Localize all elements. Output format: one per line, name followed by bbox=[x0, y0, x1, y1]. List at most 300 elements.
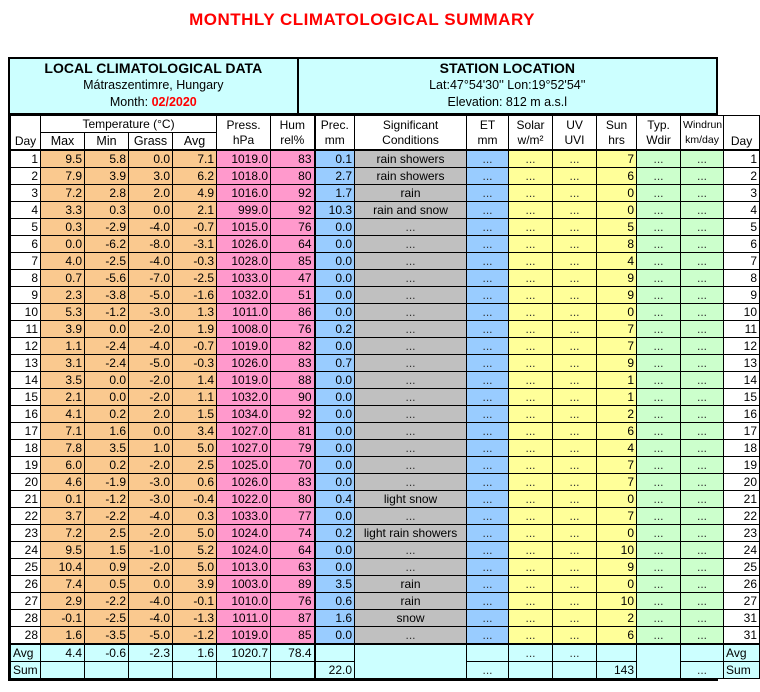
cell-temp-min: -1.2 bbox=[85, 491, 129, 508]
cell-temp-min: 0.0 bbox=[85, 372, 129, 389]
station-location-heading: STATION LOCATION bbox=[439, 60, 575, 76]
cell-solar: ... bbox=[509, 150, 553, 168]
cell-windrun: ... bbox=[681, 525, 724, 542]
cell-avg-grass: -2.3 bbox=[129, 644, 173, 662]
cell-windrun: ... bbox=[681, 542, 724, 559]
cell-day-left: 8 bbox=[11, 270, 41, 287]
cell-temp-max: 2.9 bbox=[41, 593, 85, 610]
cell-sun-hours: 0 bbox=[597, 491, 637, 508]
cell-temp-avg: 5.0 bbox=[173, 559, 217, 576]
et-unit: mm bbox=[477, 132, 498, 147]
cell-solar: ... bbox=[509, 406, 553, 423]
cell-temp-max: 0.1 bbox=[41, 491, 85, 508]
cell-uv: ... bbox=[553, 389, 597, 406]
et-label: ET bbox=[479, 117, 496, 132]
cell-temp-grass: -5.0 bbox=[129, 627, 173, 645]
cell-avg-windrun-crossed bbox=[681, 644, 724, 662]
cell-day-left: 11 bbox=[11, 321, 41, 338]
cell-conditions: rain bbox=[355, 593, 467, 610]
cell-temp-avg: 1.4 bbox=[173, 372, 217, 389]
cell-sun-hours: 0 bbox=[597, 304, 637, 321]
col-header-et bbox=[467, 116, 509, 151]
cell-pressure: 1028.0 bbox=[217, 253, 271, 270]
cell-precipitation: 0.6 bbox=[315, 593, 355, 610]
precipitation-unit: mm bbox=[324, 132, 345, 147]
cell-uv: ... bbox=[553, 627, 597, 645]
cell-conditions: rain bbox=[355, 576, 467, 593]
cell-pressure: 1019.0 bbox=[217, 372, 271, 389]
cell-humidity: 92 bbox=[271, 406, 315, 423]
cell-wind-direction: ... bbox=[637, 287, 681, 304]
cell-windrun: ... bbox=[681, 576, 724, 593]
cell-humidity: 90 bbox=[271, 389, 315, 406]
cell-humidity: 86 bbox=[271, 304, 315, 321]
day-row bbox=[11, 542, 760, 559]
cell-pressure: 1026.0 bbox=[217, 355, 271, 372]
cell-temp-avg: 3.9 bbox=[173, 576, 217, 593]
cell-uv: ... bbox=[553, 474, 597, 491]
cell-uv: ... bbox=[553, 491, 597, 508]
cell-pressure: 1026.0 bbox=[217, 236, 271, 253]
cell-temp-max: -0.1 bbox=[41, 610, 85, 627]
cell-temp-grass: -3.0 bbox=[129, 491, 173, 508]
cell-temp-min: 3.5 bbox=[85, 440, 129, 457]
cell-temp-max: 5.3 bbox=[41, 304, 85, 321]
cell-temp-avg: -0.4 bbox=[173, 491, 217, 508]
cell-et: ... bbox=[467, 525, 509, 542]
cell-conditions: ... bbox=[355, 270, 467, 287]
cell-et: ... bbox=[467, 440, 509, 457]
cell-sun-hours: 4 bbox=[597, 440, 637, 457]
cell-avg-sun-crossed bbox=[597, 644, 637, 662]
cell-day-left: 15 bbox=[11, 389, 41, 406]
cell-temp-max: 1.6 bbox=[41, 627, 85, 645]
cell-et: ... bbox=[467, 389, 509, 406]
cell-sum-max-crossed bbox=[41, 662, 85, 679]
cell-conditions: ... bbox=[355, 321, 467, 338]
cell-temp-min: 0.0 bbox=[85, 321, 129, 338]
day-row bbox=[11, 491, 760, 508]
day-row bbox=[11, 150, 760, 168]
cell-windrun: ... bbox=[681, 338, 724, 355]
page-title: MONTHLY CLIMATOLOGICAL SUMMARY bbox=[189, 10, 535, 29]
col-header-precipitation bbox=[315, 116, 355, 151]
cell-uv: ... bbox=[553, 287, 597, 304]
day-row bbox=[11, 219, 760, 236]
cell-conditions: ... bbox=[355, 372, 467, 389]
cell-temp-avg: 0.6 bbox=[173, 474, 217, 491]
cell-precipitation: 0.0 bbox=[315, 457, 355, 474]
cell-conditions: ... bbox=[355, 559, 467, 576]
cell-day-left: 25 bbox=[11, 559, 41, 576]
station-location-name: Mátraszentimre, Hungary bbox=[83, 78, 224, 92]
sun-unit: hrs bbox=[608, 132, 625, 147]
cell-wind-direction: ... bbox=[637, 389, 681, 406]
cell-solar: ... bbox=[509, 610, 553, 627]
cell-day-left: 19 bbox=[11, 457, 41, 474]
cell-solar: ... bbox=[509, 559, 553, 576]
cell-conditions: ... bbox=[355, 406, 467, 423]
cell-et: ... bbox=[467, 168, 509, 185]
day-row bbox=[11, 627, 760, 645]
cell-solar: ... bbox=[509, 525, 553, 542]
cell-precipitation: 0.0 bbox=[315, 389, 355, 406]
col-header-temp-avg: Avg bbox=[173, 133, 217, 151]
col-header-day-right: Day bbox=[724, 116, 760, 151]
cell-conditions-summary-crossed bbox=[355, 644, 467, 679]
cell-conditions: ... bbox=[355, 287, 467, 304]
cell-solar: ... bbox=[509, 627, 553, 645]
cell-humidity: 87 bbox=[271, 610, 315, 627]
cell-day-right: 7 bbox=[724, 253, 760, 270]
cell-temp-avg: 2.5 bbox=[173, 457, 217, 474]
cell-pressure: 1034.0 bbox=[217, 406, 271, 423]
cell-uv: ... bbox=[553, 321, 597, 338]
cell-temp-avg: 5.2 bbox=[173, 542, 217, 559]
cell-humidity: 70 bbox=[271, 457, 315, 474]
cell-uv: ... bbox=[553, 270, 597, 287]
day-row bbox=[11, 202, 760, 219]
cell-temp-max: 3.7 bbox=[41, 508, 85, 525]
sun-label: Sun bbox=[605, 117, 628, 132]
cell-temp-avg: 4.9 bbox=[173, 185, 217, 202]
day-row bbox=[11, 270, 760, 287]
cell-sum-label: Sum bbox=[11, 662, 41, 679]
cell-wind-direction: ... bbox=[637, 202, 681, 219]
cell-pressure: 1019.0 bbox=[217, 338, 271, 355]
cell-et: ... bbox=[467, 610, 509, 627]
cell-wind-direction: ... bbox=[637, 150, 681, 168]
cell-conditions: ... bbox=[355, 542, 467, 559]
cell-humidity: 77 bbox=[271, 508, 315, 525]
cell-temp-min: 1.6 bbox=[85, 423, 129, 440]
cell-conditions: rain and snow bbox=[355, 202, 467, 219]
cell-et: ... bbox=[467, 304, 509, 321]
cell-pressure: 999.0 bbox=[217, 202, 271, 219]
cell-day-right: 24 bbox=[724, 542, 760, 559]
cell-avg-pressure: 1020.7 bbox=[217, 644, 271, 662]
cell-day-right: 13 bbox=[724, 355, 760, 372]
cell-et: ... bbox=[467, 338, 509, 355]
cell-precipitation: 0.2 bbox=[315, 321, 355, 338]
header-row-1 bbox=[11, 116, 760, 133]
cell-pressure: 1026.0 bbox=[217, 474, 271, 491]
cell-pressure: 1011.0 bbox=[217, 610, 271, 627]
day-row bbox=[11, 593, 760, 610]
cell-uv: ... bbox=[553, 304, 597, 321]
cell-humidity: 76 bbox=[271, 321, 315, 338]
precipitation-label: Prec. bbox=[320, 117, 349, 132]
cell-wind-direction: ... bbox=[637, 185, 681, 202]
col-header-temp-max: Max bbox=[41, 133, 85, 151]
cell-uv: ... bbox=[553, 168, 597, 185]
cell-temp-min: 5.8 bbox=[85, 150, 129, 168]
cell-pressure: 1027.0 bbox=[217, 440, 271, 457]
cell-solar: ... bbox=[509, 202, 553, 219]
cell-solar: ... bbox=[509, 389, 553, 406]
cell-temp-min: -6.2 bbox=[85, 236, 129, 253]
col-header-temp-grass: Grass bbox=[129, 133, 173, 151]
cell-day-left: 18 bbox=[11, 440, 41, 457]
humidity-unit: rel% bbox=[280, 132, 305, 147]
cell-temp-grass: -3.0 bbox=[129, 474, 173, 491]
col-header-uv bbox=[553, 116, 597, 151]
cell-wind-direction: ... bbox=[637, 542, 681, 559]
cell-day-right: 14 bbox=[724, 372, 760, 389]
cell-conditions: rain showers bbox=[355, 168, 467, 185]
cell-uv: ... bbox=[553, 338, 597, 355]
cell-day-right: 18 bbox=[724, 440, 760, 457]
cell-day-left: 14 bbox=[11, 372, 41, 389]
cell-temp-avg: -0.3 bbox=[173, 355, 217, 372]
cell-windrun: ... bbox=[681, 559, 724, 576]
cell-conditions: ... bbox=[355, 423, 467, 440]
cell-uv: ... bbox=[553, 372, 597, 389]
cell-humidity: 47 bbox=[271, 270, 315, 287]
uv-unit: UVI bbox=[564, 132, 585, 147]
cell-et: ... bbox=[467, 150, 509, 168]
cell-et: ... bbox=[467, 406, 509, 423]
cell-windrun: ... bbox=[681, 150, 724, 168]
cell-sum-label-right: Sum bbox=[724, 662, 760, 679]
cell-temp-min: 0.2 bbox=[85, 457, 129, 474]
cell-day-right: 10 bbox=[724, 304, 760, 321]
cell-temp-max: 2.1 bbox=[41, 389, 85, 406]
cell-windrun: ... bbox=[681, 508, 724, 525]
cell-temp-min: 0.9 bbox=[85, 559, 129, 576]
cell-wind-direction: ... bbox=[637, 304, 681, 321]
humidity-label: Hum bbox=[279, 117, 305, 132]
cell-windrun: ... bbox=[681, 491, 724, 508]
cell-sun-hours: 7 bbox=[597, 150, 637, 168]
cell-uv: ... bbox=[553, 457, 597, 474]
cell-humidity: 89 bbox=[271, 576, 315, 593]
cell-solar: ... bbox=[509, 253, 553, 270]
cell-windrun: ... bbox=[681, 457, 724, 474]
cell-precipitation: 0.2 bbox=[315, 525, 355, 542]
cell-humidity: 85 bbox=[271, 627, 315, 645]
cell-temp-grass: -1.0 bbox=[129, 542, 173, 559]
cell-day-left: 6 bbox=[11, 236, 41, 253]
cell-sum-avg-crossed bbox=[173, 662, 217, 679]
cell-temp-max: 0.3 bbox=[41, 219, 85, 236]
cell-avg-max: 4.4 bbox=[41, 644, 85, 662]
cell-precipitation: 0.0 bbox=[315, 508, 355, 525]
cell-temp-max: 4.6 bbox=[41, 474, 85, 491]
cell-wdir-summary-crossed bbox=[637, 644, 681, 679]
day-row bbox=[11, 525, 760, 542]
cell-pressure: 1019.0 bbox=[217, 627, 271, 645]
cell-precipitation: 0.0 bbox=[315, 627, 355, 645]
cell-et: ... bbox=[467, 423, 509, 440]
cell-precipitation: 0.0 bbox=[315, 304, 355, 321]
cell-windrun: ... bbox=[681, 423, 724, 440]
cell-sun-hours: 9 bbox=[597, 287, 637, 304]
cell-precipitation: 1.7 bbox=[315, 185, 355, 202]
cell-et: ... bbox=[467, 491, 509, 508]
cell-humidity: 76 bbox=[271, 593, 315, 610]
cell-temp-min: -2.4 bbox=[85, 355, 129, 372]
cell-pressure: 1027.0 bbox=[217, 423, 271, 440]
cell-conditions: ... bbox=[355, 457, 467, 474]
cell-conditions: snow bbox=[355, 610, 467, 627]
cell-wind-direction: ... bbox=[637, 270, 681, 287]
cell-solar: ... bbox=[509, 457, 553, 474]
cell-sun-hours: 6 bbox=[597, 423, 637, 440]
local-data-heading: LOCAL CLIMATOLOGICAL DATA bbox=[44, 60, 263, 76]
cell-wind-direction: ... bbox=[637, 355, 681, 372]
cell-day-right: 12 bbox=[724, 338, 760, 355]
cell-temp-min: -2.5 bbox=[85, 253, 129, 270]
cell-temp-grass: -7.0 bbox=[129, 270, 173, 287]
cell-precipitation: 2.7 bbox=[315, 168, 355, 185]
cell-humidity: 83 bbox=[271, 474, 315, 491]
cell-humidity: 76 bbox=[271, 219, 315, 236]
cell-precipitation: 0.0 bbox=[315, 338, 355, 355]
cell-day-right: 15 bbox=[724, 389, 760, 406]
cell-temp-max: 4.1 bbox=[41, 406, 85, 423]
cell-day-right: 20 bbox=[724, 474, 760, 491]
cell-sun-hours: 7 bbox=[597, 321, 637, 338]
cell-sun-hours: 8 bbox=[597, 236, 637, 253]
solar-unit: w/m² bbox=[517, 132, 544, 147]
cell-pressure: 1032.0 bbox=[217, 389, 271, 406]
cell-temp-avg: 1.9 bbox=[173, 321, 217, 338]
cell-day-right: 19 bbox=[724, 457, 760, 474]
cell-temp-min: 1.5 bbox=[85, 542, 129, 559]
cell-humidity: 82 bbox=[271, 338, 315, 355]
cell-sun-hours: 1 bbox=[597, 372, 637, 389]
cell-uv: ... bbox=[553, 150, 597, 168]
cell-precipitation: 0.0 bbox=[315, 542, 355, 559]
day-row bbox=[11, 474, 760, 491]
cell-day-right: 31 bbox=[724, 610, 760, 627]
cell-pressure: 1019.0 bbox=[217, 150, 271, 168]
cell-temp-max: 0.0 bbox=[41, 236, 85, 253]
cell-sum-pressure-crossed bbox=[217, 662, 271, 679]
cell-humidity: 79 bbox=[271, 440, 315, 457]
cell-conditions: ... bbox=[355, 474, 467, 491]
station-coordinates: Lat:47°54'30'' Lon:19°52'54'' bbox=[429, 78, 586, 92]
cell-humidity: 64 bbox=[271, 236, 315, 253]
cell-uv: ... bbox=[553, 236, 597, 253]
cell-temp-max: 4.0 bbox=[41, 253, 85, 270]
cell-et: ... bbox=[467, 559, 509, 576]
cell-uv: ... bbox=[553, 440, 597, 457]
cell-uv: ... bbox=[553, 559, 597, 576]
day-row bbox=[11, 457, 760, 474]
day-row bbox=[11, 355, 760, 372]
cell-wind-direction: ... bbox=[637, 168, 681, 185]
cell-windrun: ... bbox=[681, 287, 724, 304]
cell-precipitation: 3.5 bbox=[315, 576, 355, 593]
col-header-wind-direction bbox=[637, 116, 681, 151]
cell-sum-sun-hours: 143 bbox=[597, 662, 637, 679]
cell-avg-et-crossed bbox=[467, 644, 509, 662]
cell-day-right: 21 bbox=[724, 491, 760, 508]
station-location-panel bbox=[297, 59, 716, 113]
average-row bbox=[11, 644, 760, 662]
cell-sun-hours: 5 bbox=[597, 219, 637, 236]
cell-day-right: 31 bbox=[724, 627, 760, 645]
cell-day-left: 3 bbox=[11, 185, 41, 202]
cell-conditions: ... bbox=[355, 508, 467, 525]
cell-temp-min: -2.2 bbox=[85, 508, 129, 525]
cell-temp-max: 2.3 bbox=[41, 287, 85, 304]
cell-humidity: 83 bbox=[271, 150, 315, 168]
wdir-label: Typ. bbox=[647, 117, 670, 132]
cell-day-right: 26 bbox=[724, 576, 760, 593]
day-row bbox=[11, 236, 760, 253]
cell-solar: ... bbox=[509, 168, 553, 185]
cell-humidity: 80 bbox=[271, 168, 315, 185]
cell-avg-label: Avg bbox=[11, 644, 41, 662]
cell-uv: ... bbox=[553, 576, 597, 593]
cell-avg-uv: ... bbox=[553, 644, 597, 662]
cell-day-left: 24 bbox=[11, 542, 41, 559]
cell-pressure: 1032.0 bbox=[217, 287, 271, 304]
cell-temp-grass: -2.0 bbox=[129, 372, 173, 389]
cell-temp-avg: -3.1 bbox=[173, 236, 217, 253]
cell-windrun: ... bbox=[681, 593, 724, 610]
cell-temp-grass: 0.0 bbox=[129, 150, 173, 168]
cell-sun-hours: 0 bbox=[597, 576, 637, 593]
station-elevation: Elevation: 812 m a.s.l bbox=[447, 95, 568, 109]
cell-precipitation: 0.0 bbox=[315, 406, 355, 423]
col-header-temperature-group: Temperature (°C) bbox=[41, 116, 217, 133]
cell-day-right: 5 bbox=[724, 219, 760, 236]
day-row bbox=[11, 253, 760, 270]
cell-pressure: 1033.0 bbox=[217, 270, 271, 287]
cell-temp-avg: 3.4 bbox=[173, 423, 217, 440]
cell-temp-avg: 7.1 bbox=[173, 150, 217, 168]
cell-uv: ... bbox=[553, 508, 597, 525]
day-row bbox=[11, 389, 760, 406]
cell-humidity: 92 bbox=[271, 202, 315, 219]
cell-humidity: 83 bbox=[271, 355, 315, 372]
cell-temp-max: 7.9 bbox=[41, 168, 85, 185]
cell-wind-direction: ... bbox=[637, 593, 681, 610]
day-row bbox=[11, 287, 760, 304]
cell-windrun: ... bbox=[681, 321, 724, 338]
cell-avg-solar: ... bbox=[509, 644, 553, 662]
cell-day-left: 7 bbox=[11, 253, 41, 270]
cell-solar: ... bbox=[509, 338, 553, 355]
cell-temp-grass: -5.0 bbox=[129, 287, 173, 304]
cell-precipitation: 0.0 bbox=[315, 440, 355, 457]
cell-wind-direction: ... bbox=[637, 406, 681, 423]
cell-temp-min: 0.3 bbox=[85, 202, 129, 219]
cell-solar: ... bbox=[509, 304, 553, 321]
cell-solar: ... bbox=[509, 321, 553, 338]
cell-conditions: ... bbox=[355, 304, 467, 321]
cell-et: ... bbox=[467, 253, 509, 270]
cell-temp-avg: -0.3 bbox=[173, 253, 217, 270]
cell-wind-direction: ... bbox=[637, 508, 681, 525]
cell-uv: ... bbox=[553, 185, 597, 202]
cell-uv: ... bbox=[553, 525, 597, 542]
cell-solar: ... bbox=[509, 440, 553, 457]
cell-day-right: 17 bbox=[724, 423, 760, 440]
climate-table-body bbox=[11, 150, 760, 679]
cell-precipitation: 0.0 bbox=[315, 474, 355, 491]
cell-humidity: 81 bbox=[271, 423, 315, 440]
cell-humidity: 80 bbox=[271, 491, 315, 508]
cell-et: ... bbox=[467, 593, 509, 610]
uv-label: UV bbox=[566, 117, 583, 132]
month-label: Month: bbox=[109, 95, 149, 109]
cell-pressure: 1003.0 bbox=[217, 576, 271, 593]
